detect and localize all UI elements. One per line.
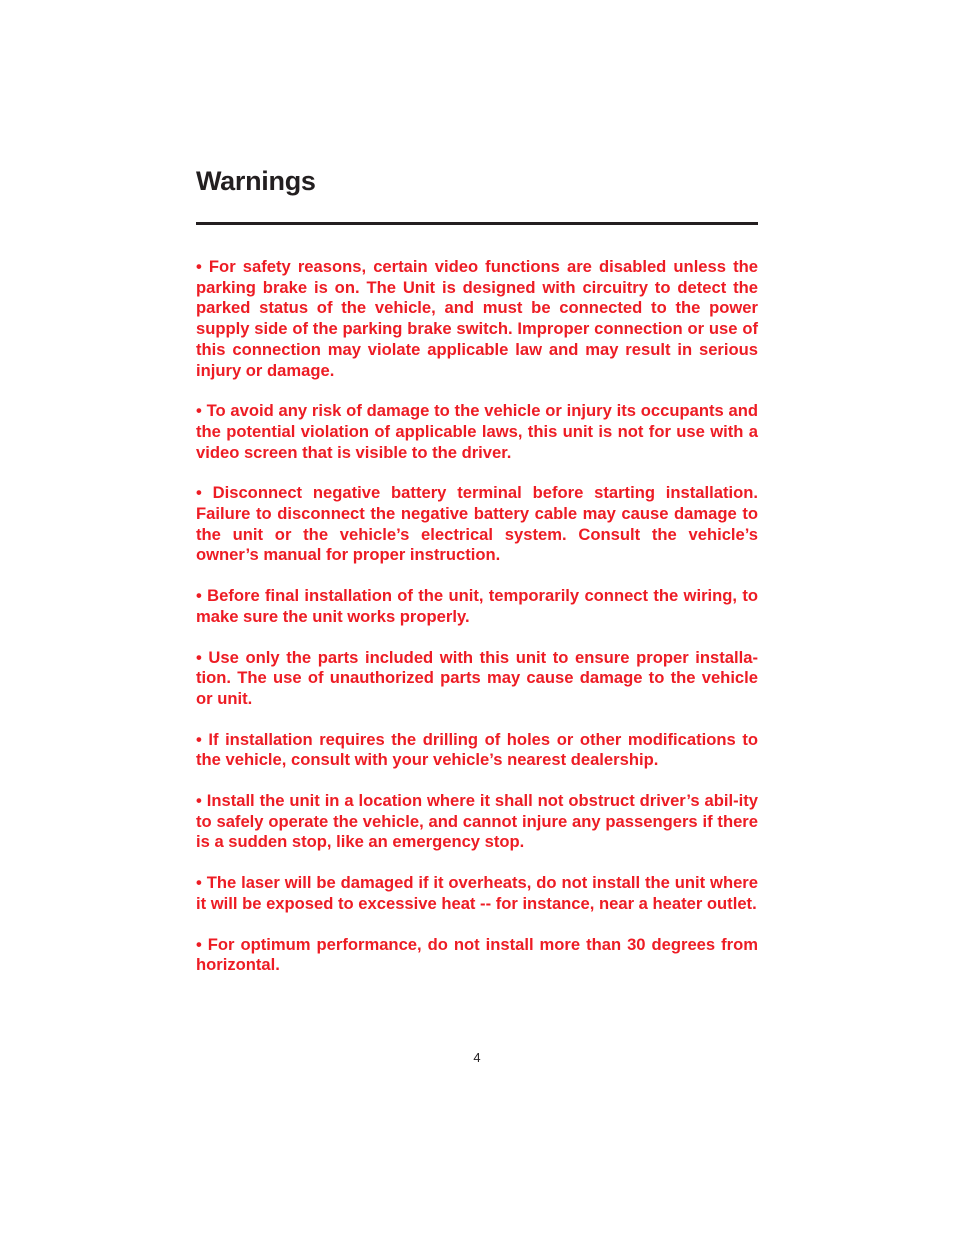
title-divider xyxy=(196,222,758,225)
warning-drilling-holes: • If installation requires the drilling of holes or other modifications to the vehicle, consult with your vehicle’s nearest dealership. xyxy=(196,729,758,770)
warnings-list xyxy=(196,257,758,996)
page-title: Warnings xyxy=(196,166,316,196)
warning-test-wiring: • Before final installation of the unit, temporarily connect the wiring, to make sure the unit works properly. xyxy=(196,586,758,626)
warning-video-screen-visibility: • To avoid any risk of damage to the vehicle or injury its occupants and the potential violation of applicable laws, this unit is not for use with a video screen that is visible to the driver. xyxy=(196,401,758,462)
page-number: 4 xyxy=(473,1050,481,1065)
warning-included-parts: • Use only the parts included with this unit to ensure proper installa-tion. The use of unauthorized parts may cause damage to the vehicle or unit. xyxy=(196,647,758,708)
warning-install-location: • Install the unit in a location where it shall not obstruct driver’s abil-ity to safely operate the vehicle, and cannot injure any passengers if there is a sudden stop, like an emergency stop. xyxy=(196,791,758,852)
warning-disconnect-battery: • Disconnect negative battery terminal before starting installation. Failure to disconnect the negative battery cable may cause damage to the unit or the vehicle’s electrical system. Consult the vehicle’s owner’s manual for proper instruction. xyxy=(196,483,758,565)
warning-parking-brake: • For safety reasons, certain video functions are disabled unless the parking brake is on. The Unit is designed with circuitry to detect the parked status of the vehicle, and must be connected to the power supply side of the parking brake switch. Improper connection or use of this connection may violate applicable law and may result in serious injury or damage. xyxy=(196,257,758,380)
warning-mounting-angle: • For optimum performance, do not install more than 30 degrees from horizontal. xyxy=(196,934,758,975)
warning-overheat: • The laser will be damaged if it overheats, do not install the unit where it will be exposed to excessive heat -- for instance, near a heater outlet. xyxy=(196,873,758,913)
